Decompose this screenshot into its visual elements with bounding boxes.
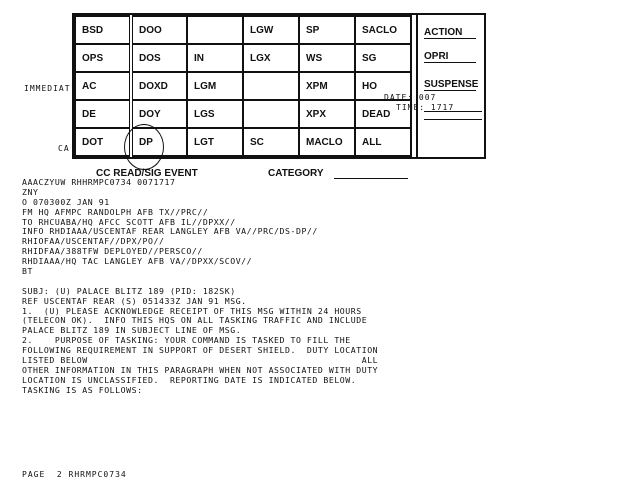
message-line: TASKING IS AS FOLLOWS: (22, 385, 143, 395)
routing-cell: SACLO (355, 16, 411, 44)
routing-cell: IN (187, 44, 243, 72)
suspense-line-2 (424, 119, 482, 120)
routing-cell: LGW (243, 16, 299, 44)
page-footer: PAGE 2 RHRMPC0734 (22, 470, 127, 479)
message-line (22, 277, 622, 287)
message-line: BT (22, 267, 33, 277)
routing-cell: DP (131, 128, 187, 156)
message-line: OTHER INFORMATION IN THIS PARAGRAPH WHEN NOT ASSOCIATED WITH DUTY (22, 365, 379, 375)
routing-cell: MACLO (299, 128, 355, 156)
office-routing-grid (74, 15, 412, 157)
message-line: RHDIAAA/HQ TAC LANGLEY AFB VA//DPXX/SCOV// (22, 257, 253, 267)
routing-cell: LGX (243, 44, 299, 72)
message-line: REF USCENTAF REAR (S) 051433Z JAN 91 MSG. (22, 296, 247, 306)
message-line: RHIDFAA/388TFW DEPLOYED//PERSCO// (22, 247, 203, 257)
routing-cell: DOT (75, 128, 131, 156)
routing-row (75, 44, 411, 72)
date-stamp: DATE: 007 (384, 93, 437, 102)
opri-label: OPRI (424, 51, 476, 63)
routing-cell: DOY (131, 100, 187, 128)
routing-cell: DOO (131, 16, 187, 44)
message-line: 1. (U) PLEASE ACKNOWLEDGE RECEIPT OF THIS MSG WITHIN 24 HOURS (22, 306, 362, 316)
message-line: PALACE BLITZ 189 IN SUBJECT LINE OF MSG. (22, 326, 242, 336)
routing-cell: SP (299, 16, 355, 44)
routing-cell: SC (243, 128, 299, 156)
immediate-margin-text: IMMEDIAT (24, 84, 71, 93)
message-body (22, 178, 622, 396)
message-line: TO RHCUABA/HQ AFCC SCOTT AFB IL//DPXX// (22, 217, 236, 227)
routing-cell (187, 16, 243, 44)
action-panel (416, 15, 486, 157)
routing-cell (243, 100, 299, 128)
routing-row (75, 72, 411, 100)
message-line: RHIOFAA/USCENTAF//DPX/PO// (22, 237, 165, 247)
routing-cell: LGT (187, 128, 243, 156)
routing-row (75, 100, 411, 128)
message-line: FOLLOWING REQUIREMENT IN SUPPORT OF DESERT SHIELD. DUTY LOCATION (22, 346, 379, 356)
routing-cell: AC (75, 72, 131, 100)
message-line: AAACZYUW RHHRMPC0734 0071717 (22, 178, 176, 187)
dp-circle-mark (124, 124, 164, 170)
message-line: FM HQ AFMPC RANDOLPH AFB TX//PRC// (22, 207, 209, 217)
routing-cell: BSD (75, 16, 131, 44)
routing-cell (243, 72, 299, 100)
routing-cell: SG (355, 44, 411, 72)
routing-cell: XPM (299, 72, 355, 100)
message-line: LOCATION IS UNCLASSIFIED. REPORTING DATE IS INDICATED BELOW. (22, 375, 357, 385)
routing-cell: WS (299, 44, 355, 72)
routing-row (75, 16, 411, 44)
routing-cell: OPS (75, 44, 131, 72)
time-stamp: TIME: 1717 (396, 103, 455, 112)
message-line: (TELECON OK). INFO THIS HQS ON ALL TASKING TRAFFIC AND INCLUDE (22, 316, 368, 326)
routing-cell: DOXD (131, 72, 187, 100)
message-line: ZNY (22, 187, 39, 197)
routing-cell: LGS (187, 100, 243, 128)
routing-cell: HO (355, 72, 411, 100)
message-line: O 070300Z JAN 91 (22, 197, 110, 207)
message-line: 2. PURPOSE OF TASKING: YOUR COMMAND IS TASKED TO FILL THE (22, 336, 351, 346)
routing-cell: DE (75, 100, 131, 128)
message-line: SUBJ: (U) PALACE BLITZ 189 (PID: 182SK) (22, 286, 236, 296)
routing-cell: ALL (355, 128, 411, 156)
routing-cell: DEAD (355, 100, 411, 128)
message-line: INFO RHDIAAA/USCENTAF REAR LANGLEY AFB VA//PRC/DS-DP// (22, 227, 318, 237)
action-label: ACTION (424, 27, 476, 39)
routing-cell: XPX (299, 100, 355, 128)
category-label: CATEGORY (268, 168, 324, 179)
cc-read-sig-event-label: CC READ/SIG EVENT (96, 168, 198, 179)
routing-cell: DOS (131, 44, 187, 72)
ca-margin-text: CA (58, 144, 70, 153)
message-line: LISTED BELOW ALL (22, 356, 379, 366)
routing-cell: LGM (187, 72, 243, 100)
suspense-label: SUSPENSE (424, 79, 479, 90)
